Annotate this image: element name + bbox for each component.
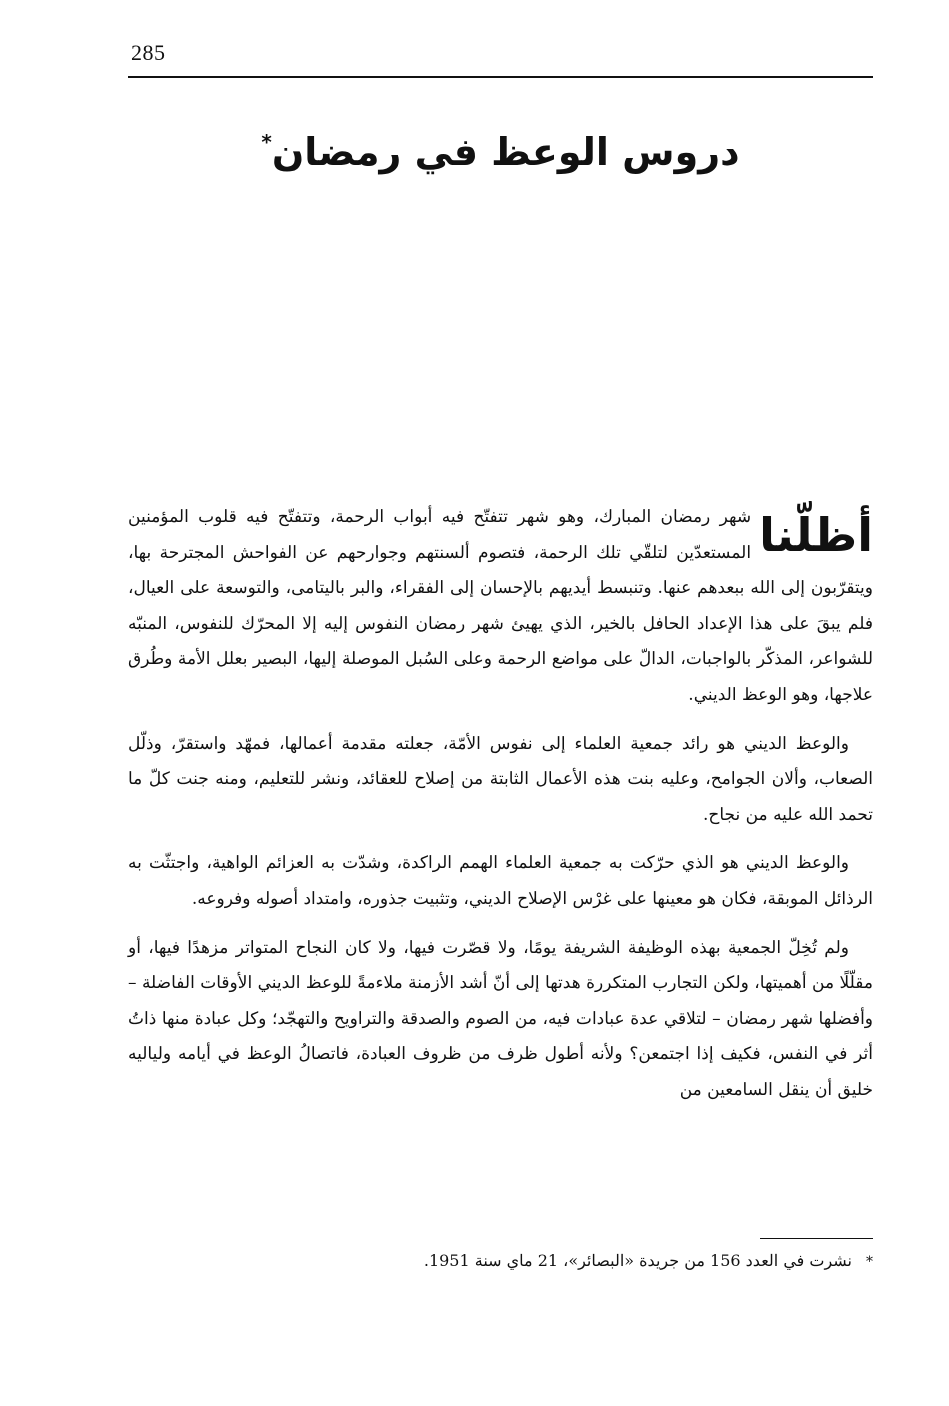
paragraph-2: والوعظ الديني هو رائد جمعية العلماء إلى نفوس الأمّة، جعلته مقدمة أعمالها، فمهّد واستقرّ، وذلّل الصعاب، وألان الجوامح، وعليه بنت هذه الأعمال الثابتة من إصلاح للعقائد، ونشر للتعليم، ومنه جنت كلّ ما تحمد الله عليه من نجاح. xyxy=(128,733,873,825)
footnote-marker: * xyxy=(866,1254,873,1270)
paragraph-4: ولم تُخِلّ الجمعية بهذه الوظيفة الشريفة يومًا، ولا قصّرت فيها، ولا كان النجاح المتواتر مزهدًا فيها، أو مقلّلًا من أهميتها، ولكن التجارب المتكررة هدتها إلى أنّ أشد الأزمنة ملاءمةً للوعظ الديني الأوقات الفاضلة – وأفضلها شهر رمضان – لتلاقي عدة عبادات فيه، من الصوم والصدقة والتراويح والتهجّد؛ وكل عبادة منها ذاتُ أثر في النفس، فكيف إذا اجتمعن؟ ولأنه أطول ظرف من ظروف العبادة، فاتصالُ الوعظ في أيامه ولياليه خليق أن ينقل السامعين من xyxy=(128,937,873,1100)
paragraph-3: والوعظ الديني هو الذي حرّكت به جمعية العلماء الهمم الراكدة، وشدّت به العزائم الواهية، واجتثّت به الرذائل الموبقة، فكان هو معينها على غرْس الإصلاح الديني، وتثبيت جذوره، وامتداد أصوله وفروعه. xyxy=(128,853,873,909)
footnote xyxy=(128,1246,873,1277)
dropcap-word: أظلّنا xyxy=(759,508,873,562)
header-rule xyxy=(128,76,873,78)
page-number: 285 xyxy=(131,40,166,65)
footnote-rule xyxy=(760,1238,873,1239)
article-body xyxy=(128,500,873,1122)
paragraph-1-text: شهر رمضان المبارك، وهو شهر تتفتّح فيه أبواب الرحمة، وتتفتّح فيه قلوب المؤمنين المستعدّين لتلقّي تلك الرحمة، فتصوم ألسنتهم وجوارحهم عن الفواحش المجترحة بها، ويتقرّبون إلى الله ببعدهم عنها. وتنبسط أيديهم بالإحسان إلى الفقراء، والبر باليتامى، والتوسعة على العيال، فلم يبقَ على هذا الإعداد الحافل بالخير، الذي يهيئ شهر رمضان النفوس إليه إلا المحرّك للنفوس، المنبّه للشواعر، المذكّر بالواجبات، الدالّ على مواضع الرحمة وعلى السُبل الموصلة إليها، البصير بعلل الأمة وطُرق علاجها، وهو الوعظ الديني. xyxy=(128,507,873,705)
article-title: دروس الوعظ في رمضان xyxy=(271,130,740,174)
article-title-block xyxy=(128,112,873,182)
paragraph-1 xyxy=(128,500,873,714)
title-footnote-mark: * xyxy=(261,130,272,154)
footnote-text: نشرت في العدد 156 من جريدة «البصائر»، 21 ماي سنة 1951. xyxy=(423,1251,852,1270)
